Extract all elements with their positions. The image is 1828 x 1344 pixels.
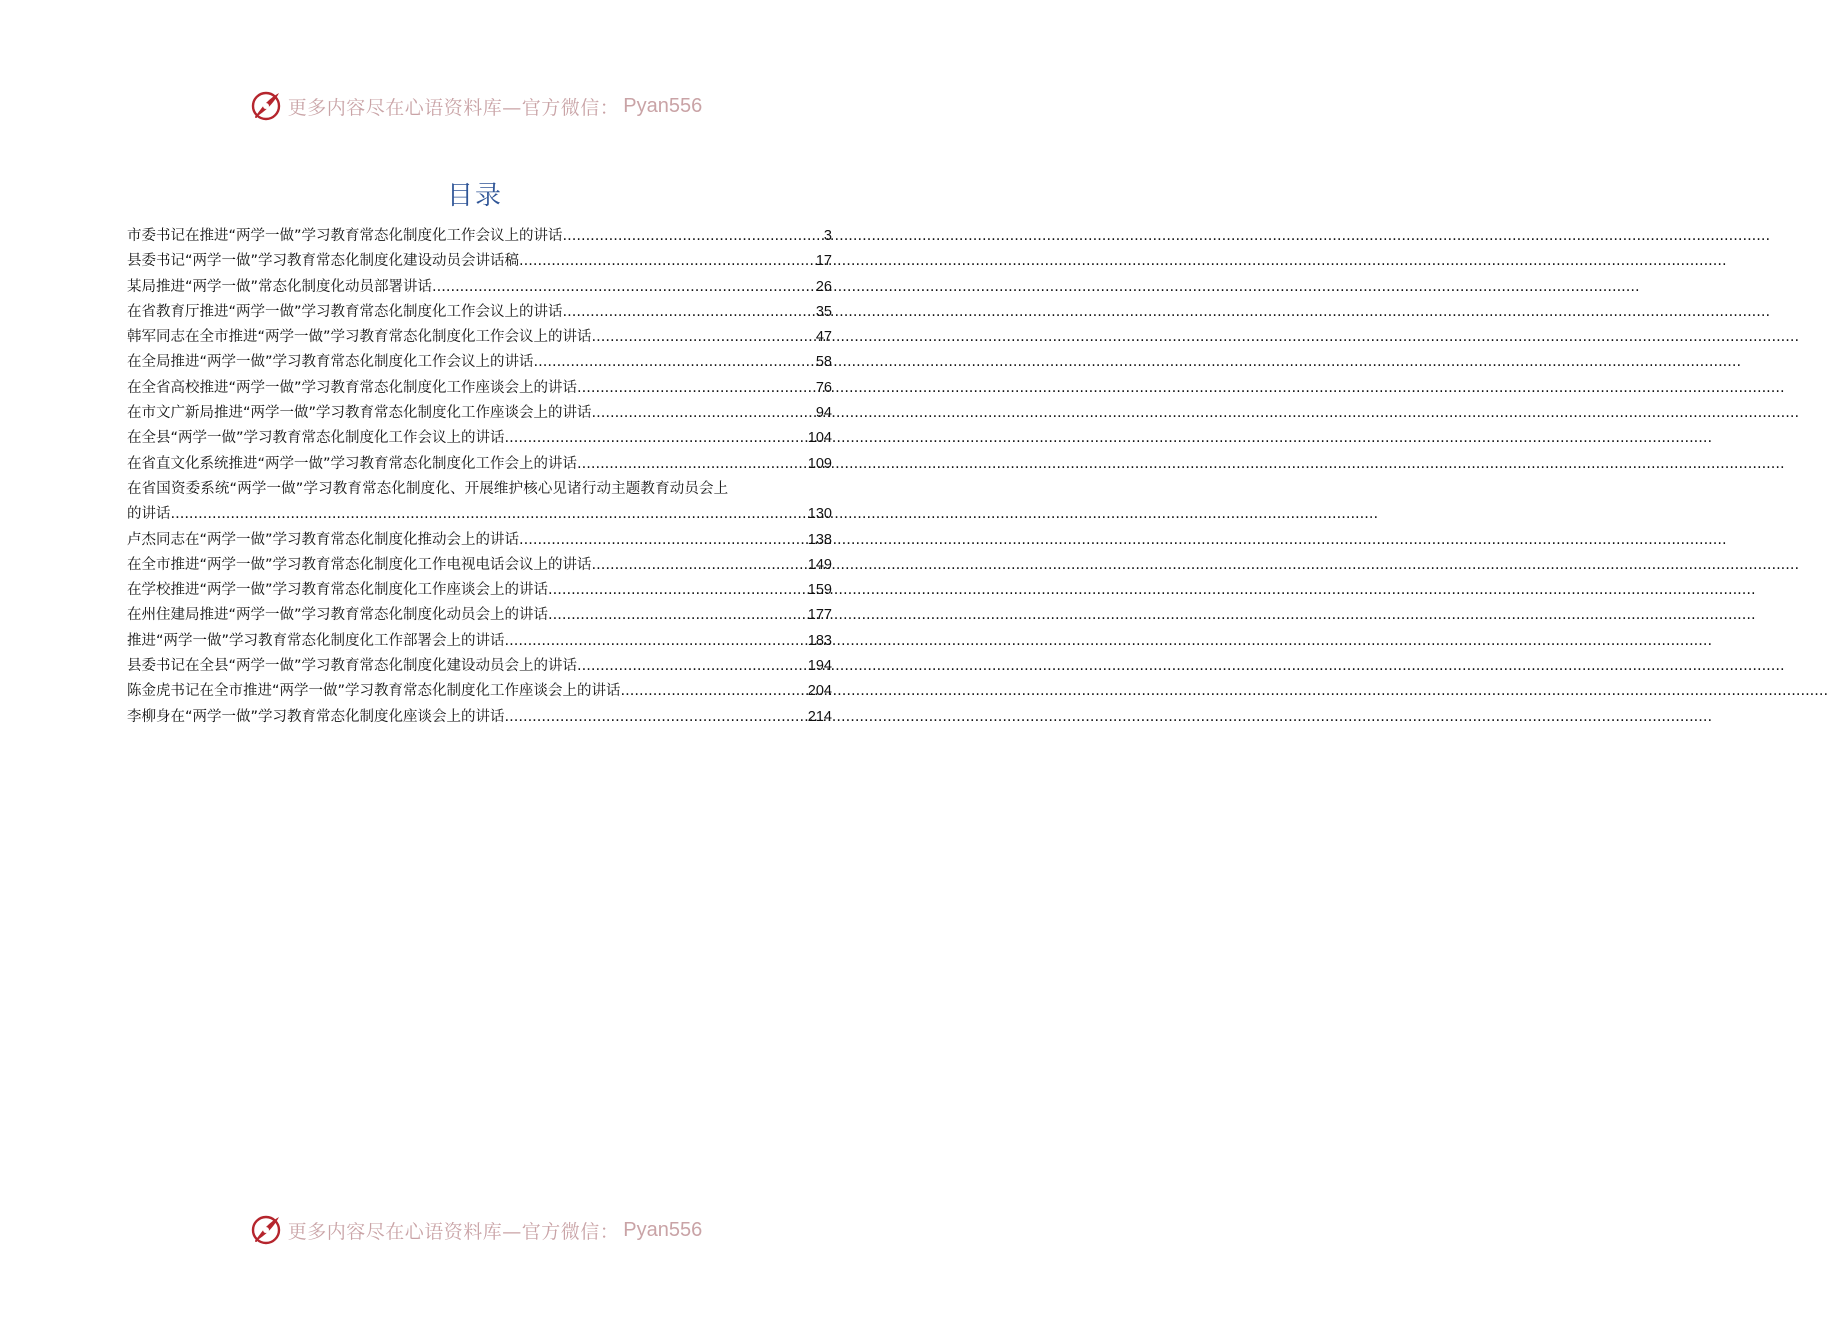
toc-entry[interactable] [127,528,832,553]
quill-pen-logo-icon [248,1212,284,1248]
toc-entry[interactable] [127,426,832,451]
toc-entry[interactable] [127,300,832,325]
footer-watermark [0,1210,950,1250]
toc-entry[interactable] [127,224,832,249]
toc-leader-dots [432,275,816,300]
toc-leader-dots [171,502,808,527]
toc-leader-dots [577,654,808,679]
toc-entry-title-tail: 的讲话 [127,506,171,523]
toc-leader-dots [548,603,808,628]
toc-entry-title: 县委书记在全县“两学一做”学习教育常态化制度化建设动员会上的讲话 [127,658,578,675]
toc-entry-title: 在全县“两学一做”学习教育常态化制度化工作会议上的讲话 [127,430,505,447]
toc-entry-title: 李柳身在“两学一做”学习教育常态化制度化座谈会上的讲话 [127,708,505,725]
toc-leader-dots [577,452,808,477]
toc-entry-title: 在学校推进“两学一做”学习教育常态化制度化工作座谈会上的讲话 [127,582,549,599]
toc-entry[interactable] [127,275,832,300]
toc-entry-page: 204 [807,683,832,700]
toc-leader-dots [505,705,808,730]
toc-entry-page: 35 [815,303,832,320]
toc-entry[interactable] [127,452,832,477]
table-of-contents [127,224,832,730]
toc-entry-title: 市委书记在推进“两学一做”学习教育常态化制度化工作会议上的讲话 [127,228,563,244]
toc-leader-dots [534,350,816,375]
toc-entry[interactable] [127,603,832,628]
toc-entry-page: 130 [807,506,832,523]
toc-entry[interactable] [127,578,832,603]
toc-leader-dots [548,578,808,603]
toc-entry-page: 47 [815,329,832,346]
toc-entry[interactable] [127,629,832,654]
toc-entry-page: 17 [815,253,832,270]
toc-entry-title: 陈金虎书记在全市推进“两学一做”学习教育常态化制度化工作座谈会上的讲话 [127,683,621,700]
toc-entry-page: 194 [807,658,832,675]
toc-entry-page: 94 [815,405,832,422]
header-watermark [0,86,950,126]
toc-leader-dots [592,401,816,426]
toc-entry-page: 183 [807,632,832,649]
toc-entry-page: 58 [815,354,832,371]
toc-entry-title: 在全市推进“两学一做”学习教育常态化制度化工作电视电话会议上的讲话 [127,556,592,573]
toc-leader-dots [621,679,808,704]
watermark-wechat-id: Pyan556 [623,1218,703,1241]
toc-entry-title: 在市文广新局推进“两学一做”学习教育常态化制度化工作座谈会上的讲话 [127,405,592,422]
watermark-text: 更多内容尽在心语资料库—官方微信： [287,1220,620,1243]
toc-entry-page: 159 [807,582,832,599]
toc-leader-dots [592,553,808,578]
toc-entry[interactable] [127,705,832,730]
toc-entry-title: 某局推进“两学一做”常态化制度化动员部署讲话 [127,278,433,295]
toc-entry-title: 卢杰同志在“两学一做”学习教育常态化制度化推动会上的讲话 [127,531,520,548]
toc-entry[interactable] [127,401,832,426]
toc-entry-title: 在省直文化系统推进“两学一做”学习教育常态化制度化工作会上的讲话 [127,455,578,472]
toc-leader-dots [563,300,816,325]
watermark-wechat-id: Pyan556 [623,94,703,117]
toc-entry-title: 在全局推进“两学一做”学习教育常态化制度化工作会议上的讲话 [127,354,534,371]
toc-entry-page: 26 [815,278,832,295]
toc-entry[interactable] [127,325,832,350]
toc-entry-title: 推进“两学一做”学习教育常态化制度化工作部署会上的讲话 [127,632,505,649]
toc-entry[interactable] [127,477,832,528]
toc-leader-dots [577,376,816,401]
watermark-text: 更多内容尽在心语资料库—官方微信： [287,96,620,119]
toc-entry-title: 在省国资委系统“两学一做”学习教育常态化制度化、开展维护核心见诸行动主题教育动员会上 [127,480,729,497]
toc-leader-dots [563,224,824,249]
toc-entry-title: 在州住建局推进“两学一做”学习教育常态化制度化动员会上的讲话 [127,607,549,624]
toc-entry-page: 138 [807,531,832,548]
toc-leader-dots [592,325,816,350]
toc-entry[interactable] [127,553,832,578]
toc-entry-page: 104 [807,430,832,447]
toc-leader-dots [519,528,808,553]
toc-entry-page: 177 [807,607,832,624]
toc-leader-dots [519,249,816,274]
toc-title: 目录 [446,181,503,211]
toc-entry[interactable] [127,679,832,704]
toc-entry-title: 县委书记“两学一做”学习教育常态化制度化建设动员会讲话稿 [127,253,520,270]
toc-entry-page: 149 [807,556,832,573]
toc-entry[interactable] [127,376,832,401]
toc-entry-title-continued [127,502,832,527]
quill-pen-logo-icon [248,88,284,124]
toc-entry-page: 214 [807,708,832,725]
toc-leader-dots [505,629,808,654]
toc-entry-page: 3 [823,228,832,244]
toc-entry-title: 在全省高校推进“两学一做”学习教育常态化制度化工作座谈会上的讲话 [127,379,578,396]
toc-entry-page: 76 [815,379,832,396]
toc-entry[interactable] [127,249,832,274]
toc-entry-page: 109 [807,455,832,472]
toc-entry[interactable] [127,350,832,375]
toc-entry-title: 韩军同志在全市推进“两学一做”学习教育常态化制度化工作会议上的讲话 [127,329,592,346]
toc-entry[interactable] [127,654,832,679]
toc-leader-dots [505,426,808,451]
toc-entry-title: 在省教育厅推进“两学一做”学习教育常态化制度化工作会议上的讲话 [127,303,563,320]
